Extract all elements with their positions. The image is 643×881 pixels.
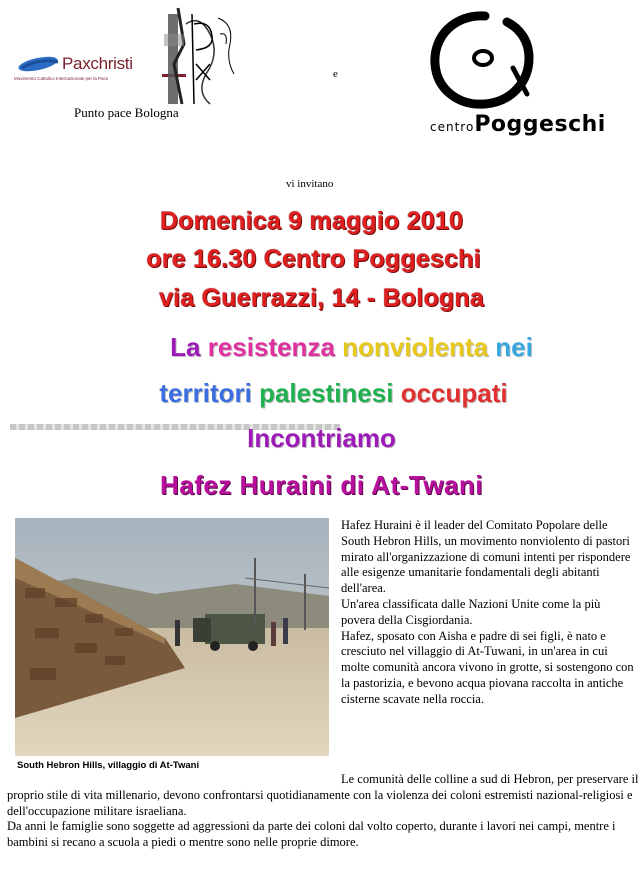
event-place: via Guerrazzi, 14 - Bologna <box>159 284 484 312</box>
paragraph-communities <box>7 772 639 819</box>
poggeschi-logo <box>425 10 540 110</box>
headline-word: occupati <box>400 378 508 408</box>
event-date: Domenica 9 maggio 2010 <box>159 207 464 235</box>
communities-lead: Le comunità delle colline a sud di Hebron, per <box>341 772 574 786</box>
headline-word: territori <box>159 378 252 408</box>
paxchristi-wordmark: Paxchristi <box>62 54 133 73</box>
village-photo <box>15 518 329 756</box>
paragraph-hafez: Hafez, sposato con Aisha e padre di sei figli, è nato e cresciuto nel villaggio di At-Tuwani, in un'area in cui molte comunità ancora vivono in grotte, si sostengono con la pastorizia, e bevono acqua piovana raccolta in antiche cisterne scavate nella roccia. <box>341 628 634 706</box>
poggeschi-wordmark <box>430 112 606 137</box>
poggeschi-word: Poggeschi <box>474 112 606 137</box>
headline-line-1 <box>30 332 643 363</box>
headline-word: Incontriamo <box>247 423 396 453</box>
body-full-width <box>7 772 639 851</box>
sketch-drawing <box>160 4 240 112</box>
body-right-column <box>341 518 637 708</box>
headline-word: nei <box>495 332 533 362</box>
headline-word: nonviolenta <box>342 332 489 362</box>
paragraph-area: Un'area classificata dalle Nazioni Unite come la più povera della Cisgiordania. <box>341 596 601 627</box>
centro-word: centro <box>430 120 475 134</box>
headline-word: resistenza <box>207 332 335 362</box>
headline-line-3 <box>0 423 643 454</box>
headline-word: La <box>170 332 201 362</box>
paxchristi-tagline: Movimento Cattolico Internazionale per la Pace <box>14 76 109 81</box>
conjunction-text: e <box>333 68 338 80</box>
headline-line-2 <box>12 378 643 409</box>
communities-rest: preservare il proprio stile di vita millenario, devono confrontarsi quotidianamente con la violenza dei coloni estremisti nazional-religiosi e dell'occupazione militare israeliana. <box>7 772 639 818</box>
event-time: ore 16.30 Centro Poggeschi <box>146 245 481 273</box>
paragraph-intro: Hafez Huraini è il leader del Comitato Popolare delle South Hebron Hills, un movimento nonviolento di pastori mirato all'organizzazione di comuni intenti per rispondere alle esigenze umanitarie fondamentali degli abitanti dell'area. <box>341 518 631 596</box>
paragraph-families: Da anni le famiglie sono soggette ad aggressioni da parte dei coloni dal volto coperto, durante i lavori nei campi, mentre i bambini si recano a scuola a piedi o mentre sono nelle proprie dimore. <box>7 819 616 850</box>
headline-word: palestinesi <box>259 378 394 408</box>
invite-text: vi invitano <box>286 178 334 190</box>
punto-pace-label: Punto pace Bologna <box>74 105 179 120</box>
photo-caption: South Hebron Hills, villaggio di At-Twani <box>17 760 200 771</box>
speaker-name: Hafez Huraini di At-Twani <box>159 470 484 500</box>
